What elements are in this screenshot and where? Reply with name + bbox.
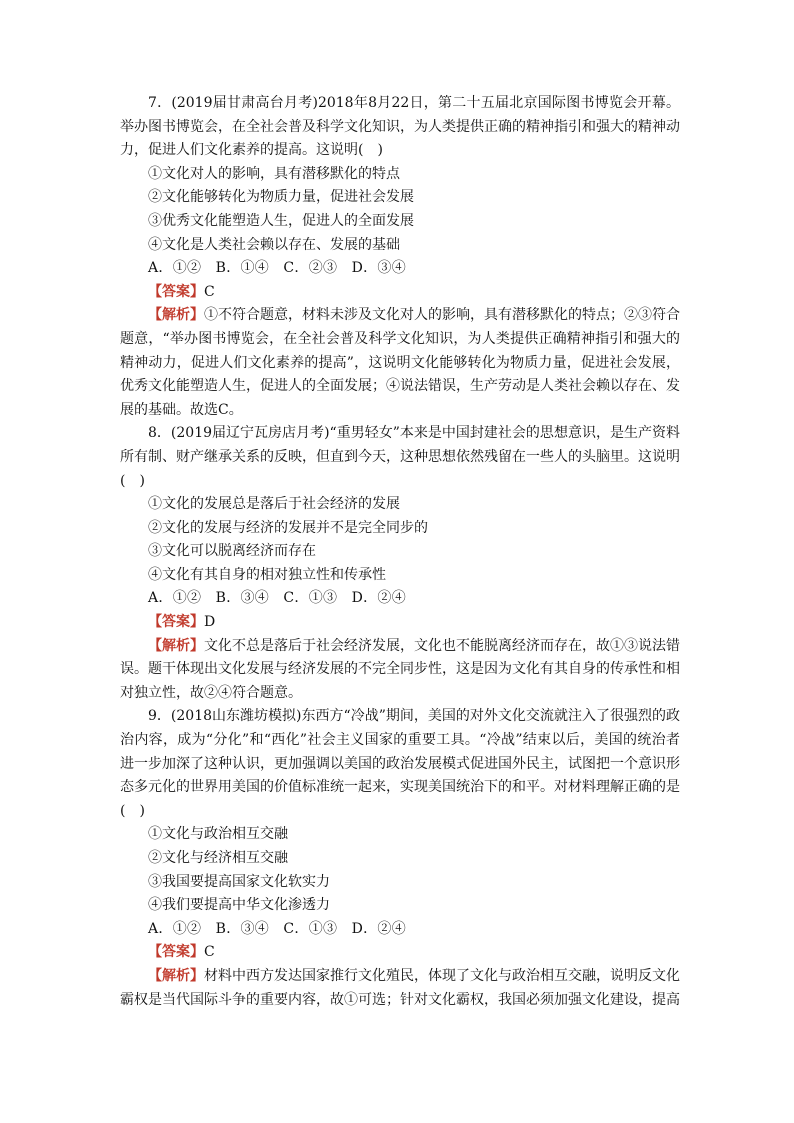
question-stem: 9．(2018山东潍坊模拟)东西方“冷战”期间，美国的对外文化交流就注入了很强烈的政治内容，成为“分化”和“西化”社会主义国家的重要工具。“冷战”结束以后，美国的统治者进一步加深了这种认识，更加强调以美国的政治发展模式促进国外民主，试图把一个意识形态多元化的世界用美国的价值标准统一起来，实现美国统治下的和平。对材料理解正确的是( ) xyxy=(120,708,680,819)
explanation-text: ①不符合题意，材料未涉及文化对人的影响，具有潜移默化的特点；②③符合题意，“举办图书博览会，在全社会普及科学文化知识，为人类提供正确精神指引和强大的精神动力，促进人们文化素养的提高”，这说明文化能够转化为物质力量，促进社会发展，优秀文化能塑造人生，促进人的全面发展；④说法错误，生产劳动是人类社会赖以存在、发展的基础。故选C。 xyxy=(120,307,680,418)
document-page xyxy=(120,92,680,1012)
explanation-tag: 【解析】 xyxy=(148,637,204,654)
option-3: ③我国要提高国家文化软实力 xyxy=(148,873,330,890)
explanation-text: 文化不总是落后于社会经济发展，文化也不能脱离经济而存在，故①③说法错误。题干体现出文化发展与经济发展的不完全同步性，这是因为文化有其自身的传承性和相对独立性，故②④符合题意。 xyxy=(120,637,680,701)
explanation xyxy=(120,635,680,706)
answer-choices: A．①② B．③④ C．①③ D．②④ xyxy=(148,590,407,607)
question-stem: 8．(2019届辽宁瓦房店月考)“重男轻女”本来是中国封建社会的思想意识，是生产资料所有制、财产继承关系的反映，但直到今天，这种思想依然残留在一些人的头脑里。这说明( ) xyxy=(120,425,680,489)
option-3: ③文化可以脱离经济而存在 xyxy=(148,543,316,560)
explanation xyxy=(120,965,680,1012)
answer-choices: A．①② B．③④ C．①③ D．②④ xyxy=(148,920,407,937)
question-stem: 7．(2019届甘肃高台月考)2018年8月22日，第二十五届北京国际图书博览会开幕。举办图书博览会，在全社会普及科学文化知识，为人类提供正确的精神指引和强大的精神动力，促进人们文化素养的提高。这说明( ) xyxy=(120,95,680,159)
question-9 xyxy=(120,705,680,1012)
option-1: ①文化的发展总是落后于社会经济的发展 xyxy=(148,496,400,513)
answer-value: C xyxy=(204,283,215,300)
question-7 xyxy=(120,92,680,422)
answer-value: C xyxy=(204,944,215,961)
answer-tag: 【答案】 xyxy=(148,614,204,631)
answer-tag: 【答案】 xyxy=(148,283,204,300)
answer-line xyxy=(120,611,680,635)
answer-tag: 【答案】 xyxy=(148,944,204,961)
option-2: ②文化的发展与经济的发展并不是完全同步的 xyxy=(148,519,428,536)
answer-line xyxy=(120,941,680,965)
explanation xyxy=(120,304,680,422)
answer-line xyxy=(120,281,680,305)
answer-choices: A．①② B．①④ C．②③ D．③④ xyxy=(148,260,407,277)
option-2: ②文化能够转化为物质力量，促进社会发展 xyxy=(148,189,414,206)
option-3: ③优秀文化能塑造人生，促进人的全面发展 xyxy=(148,212,414,229)
option-4: ④文化是人类社会赖以存在、发展的基础 xyxy=(148,236,400,253)
option-1: ①文化对人的影响，具有潜移默化的特点 xyxy=(148,165,400,182)
explanation-tag: 【解析】 xyxy=(148,307,204,324)
explanation-text: 材料中西方发达国家推行文化殖民，体现了文化与政治相互交融，说明反文化霸权是当代国际斗争的重要内容，故①可选；针对文化霸权，我国必须加强文化建设，提高 xyxy=(120,967,680,1008)
explanation-tag: 【解析】 xyxy=(148,967,204,984)
option-4: ④我们要提高中华文化渗透力 xyxy=(148,897,330,914)
question-8 xyxy=(120,422,680,705)
option-2: ②文化与经济相互交融 xyxy=(148,850,288,866)
option-4: ④文化有其自身的相对独立性和传承性 xyxy=(148,566,386,583)
option-1: ①文化与政治相互交融 xyxy=(148,826,288,843)
answer-value: D xyxy=(204,614,216,631)
